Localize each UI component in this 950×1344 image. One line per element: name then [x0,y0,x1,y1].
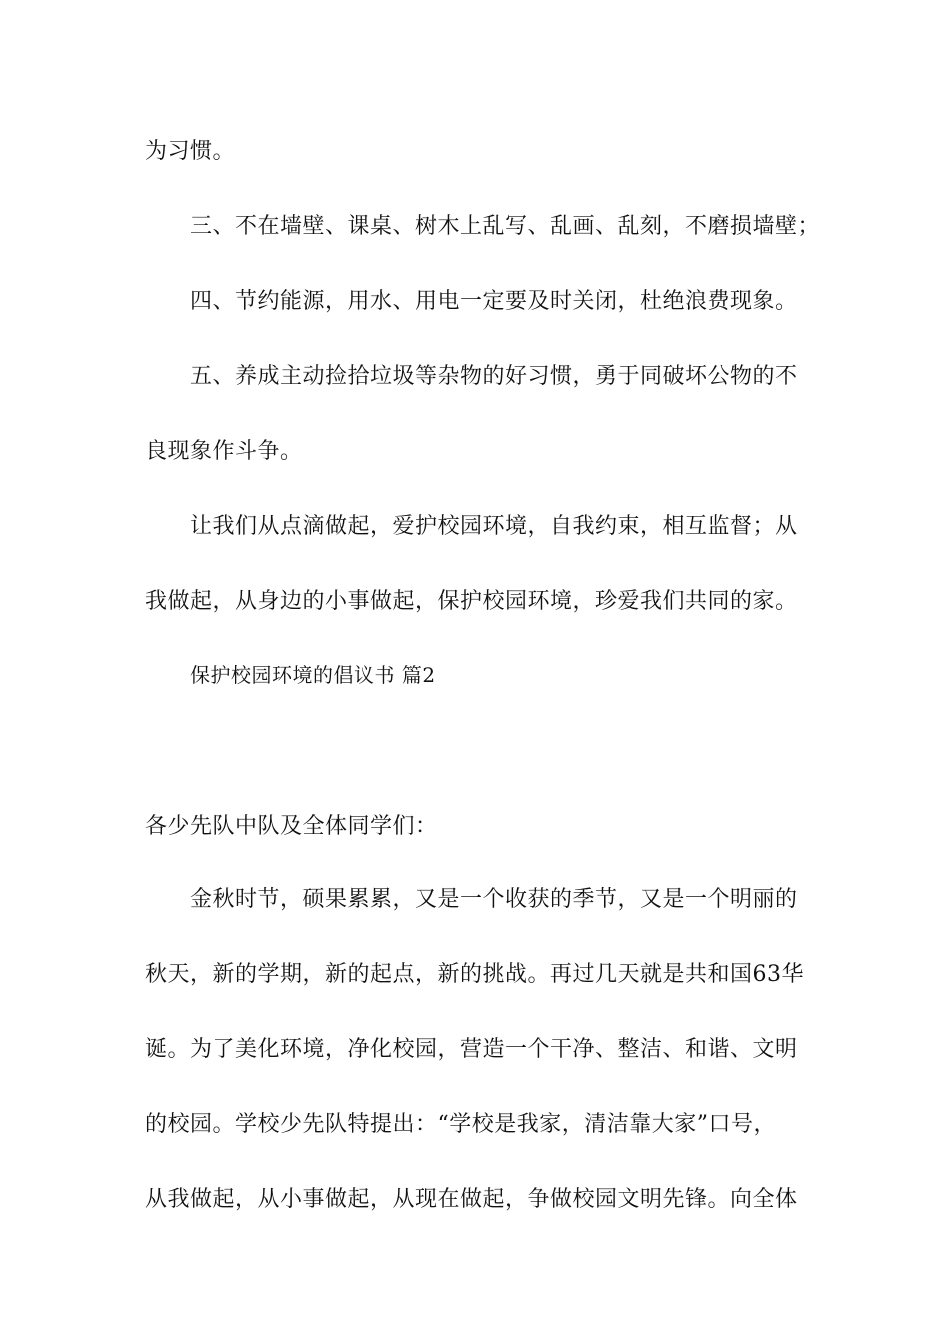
paragraph-line: 为习惯。 [145,139,236,164]
salutation: 各少先队中队及全体同学们： [145,814,438,839]
paragraph-line: 金秋时节，硕果累累，又是一个收获的季节，又是一个明丽的 [190,887,798,912]
paragraph-line: 良现象作斗争。 [145,439,303,464]
paragraph-line: 让我们从点滴做起，爱护校园环境，自我约束，相互监督；从 [190,514,798,539]
paragraph-line: 秋天，新的学期，新的起点，新的挑战。再过几天就是共和国63华 [145,962,804,987]
paragraph-line: 三、不在墙壁、课桌、树木上乱写、乱画、乱刻，不磨损墙壁； [190,214,821,239]
paragraph-line: 四、节约能源，用水、用电一定要及时关闭，杜绝浪费现象。 [190,289,798,314]
paragraph-line: 诞。为了美化环境，净化校园，营造一个干净、整洁、和谐、文明 [145,1037,798,1062]
paragraph-line: 从我做起，从小事做起，从现在做起，争做校园文明先锋。向全体 [145,1187,798,1212]
paragraph-line: 的校园。学校少先队特提出：“学校是我家，清洁靠大家”口号， [145,1112,776,1137]
paragraph-line: 五、养成主动捡拾垃圾等杂物的好习惯，勇于同破坏公物的不 [190,364,798,389]
section-heading: 保护校园环境的倡议书 篇2 [190,663,436,687]
paragraph-line: 我做起，从身边的小事做起，保护校园环境，珍爱我们共同的家。 [145,589,798,614]
